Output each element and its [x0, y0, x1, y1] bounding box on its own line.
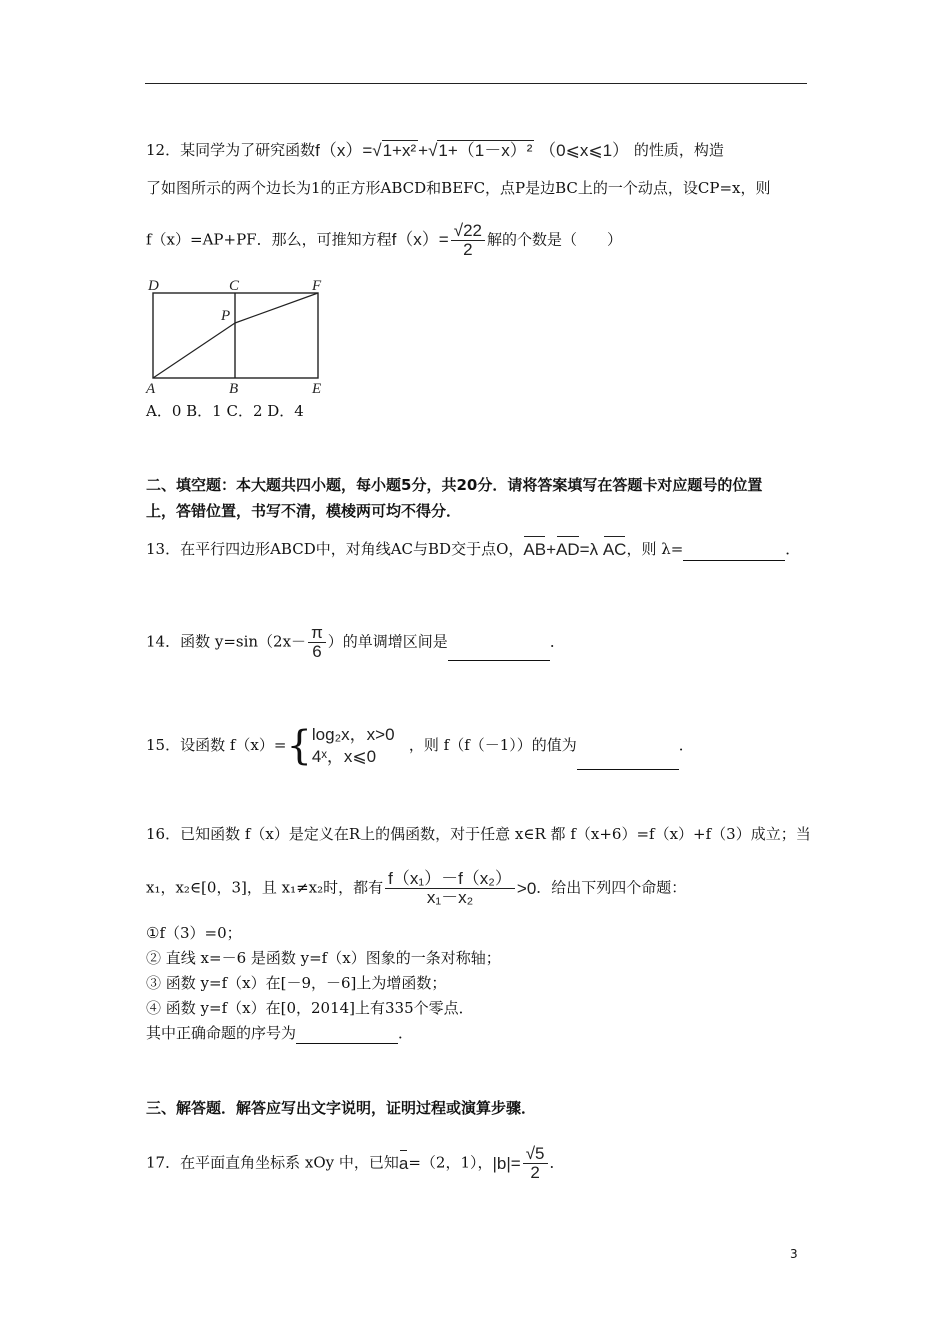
q15-text: 15．设函数 f（x）= — [146, 736, 287, 754]
q12-sqrt1: 1+x² — [382, 141, 417, 160]
q17 — [146, 1145, 565, 1182]
q12-formula: f（x）=√1+x² +√1+（1－x）² （0⩽x⩽1） — [315, 141, 630, 160]
section3-heading: 三、解答题．解答应写出文字说明，证明过程或演算步骤． — [146, 1099, 537, 1117]
q17-text: 17．在平面直角坐标系 xOy 中，已知 — [146, 1153, 399, 1172]
q17-mid: =（2，1）， — [408, 1153, 493, 1172]
q17-end: ． — [549, 1153, 565, 1172]
q13-suffix: ，则 λ= — [626, 540, 684, 558]
vector-a: a — [398, 1153, 409, 1173]
q16-answer-blank[interactable] — [296, 1027, 398, 1044]
q12-eq-num: √22 — [451, 222, 485, 241]
q13-end: ． — [785, 540, 801, 558]
q17-math — [399, 1153, 408, 1175]
q15-case1: log₂x，x>0 — [311, 725, 395, 744]
q12-domain: （0⩽x⩽1） — [539, 141, 630, 160]
q12-line1 — [146, 139, 724, 162]
q16-proposition-3: ③ 函数 y=f（x）在[－9，－6]上为增函数； — [146, 974, 447, 992]
q16-frac-num: f（x₁）－f（x₂） — [385, 870, 515, 889]
vector-ad: AD — [556, 540, 580, 559]
q15-cases — [312, 724, 395, 768]
q12-eq-den: 2 — [463, 240, 473, 259]
q12-fx: f（x）= — [315, 141, 373, 160]
q14-answer-blank[interactable] — [448, 644, 550, 661]
q13-plus: + — [546, 540, 557, 559]
q16-proposition-4: ④ 函数 y=f（x）在[0，2014]上有335个零点． — [146, 999, 474, 1017]
q12-plus: + — [418, 141, 429, 160]
q16-answer-text: 其中正确命题的序号为 — [146, 1024, 297, 1042]
q12-text-suffix: 的性质，构造 — [633, 141, 724, 159]
q12-line3-suffix: 解的个数是（ ） — [486, 230, 622, 249]
q17-frac-num: √5 — [523, 1145, 548, 1164]
q13 — [146, 538, 800, 561]
q13-vector-eq — [523, 539, 626, 561]
q12-eq-fraction — [451, 222, 485, 259]
segment-pf — [235, 293, 318, 323]
q13-text: 13．在平行四边形ABCD中，对角线AC与BD交于点O， — [146, 540, 524, 558]
section2-heading-line2: 上，答错位置，书写不清，模棱两可均不得分． — [146, 502, 462, 520]
section2-heading-line1: 二、填空题：本大题共四小题，每小题5分，共20分．请将答案填写在答题卡对应题号的位置 — [146, 476, 763, 494]
q16-end: ． — [398, 1024, 414, 1042]
q16-frac-den: x₁－x₂ — [426, 888, 474, 907]
q12-line3-text: f（x）=AP+PF．那么，可推知方程 — [146, 230, 392, 249]
q17-b-magnitude: |b|= — [492, 1153, 521, 1173]
q15-suffix: ，则 f（f（－1））的值为 — [408, 736, 577, 754]
q12-text: 12．某同学为了研究函数 — [146, 141, 316, 159]
q16-line1: 16．已知函数 f（x）是定义在R上的偶函数，对于任意 x∈R 都 f（x+6）=f（x）+f（3）成立；当 — [146, 825, 811, 843]
q14-fraction — [308, 624, 326, 661]
label-a: A — [146, 381, 156, 397]
header-rule — [145, 83, 807, 84]
label-e: E — [312, 381, 322, 397]
q16-proposition-1: ①f（3）=0； — [146, 924, 242, 942]
q14-frac-den: 6 — [312, 642, 322, 661]
q15-answer-blank[interactable] — [577, 753, 679, 770]
q15-case2: 4ˣ，x⩽0 — [311, 747, 377, 766]
q14-end: ． — [549, 632, 565, 651]
page-number: 3 — [790, 1247, 798, 1261]
vector-ab: AB — [523, 540, 547, 559]
q15-end: ． — [678, 736, 694, 754]
q14-suffix: ）的单调增区间是 — [327, 632, 448, 651]
label-d: D — [148, 278, 159, 294]
q16-gt0: >0 — [516, 878, 537, 898]
segment-ap — [153, 323, 235, 378]
vector-ac: AC — [602, 540, 627, 559]
q12-line2: 了如图所示的两个边长为1的正方形ABCD和BEFC，点P是边BC上的一个动点，设CP=x，则 — [146, 179, 771, 197]
q16-proposition-2: ② 直线 x=－6 是函数 y=f（x）图象的一条对称轴； — [146, 949, 501, 967]
q12-eq-lhs: f（x）= — [391, 229, 449, 249]
q16-line2-text: x₁，x₂∈[0，3]，且 x₁≠x₂时，都有 — [146, 878, 384, 897]
label-p: P — [221, 308, 231, 324]
label-f: F — [312, 278, 322, 294]
q16-fraction — [385, 870, 515, 907]
q12-figure — [140, 275, 340, 400]
q17-fraction — [523, 1145, 548, 1182]
q12-options: A．0 B．1 C．2 D．4 — [146, 402, 304, 420]
q12-sqrt2: 1+（1－x）² — [438, 141, 533, 160]
q15 — [146, 720, 694, 770]
label-c: C — [229, 278, 240, 294]
q16-line2-suffix: ．给出下列四个命题： — [536, 878, 687, 897]
q14 — [146, 624, 565, 661]
q16-answer-line — [146, 1022, 413, 1044]
q16-line2 — [146, 870, 686, 907]
q12-line3 — [146, 222, 622, 259]
q13-answer-blank[interactable] — [683, 544, 785, 561]
q12-equation — [392, 222, 487, 259]
label-b: B — [229, 381, 239, 397]
q14-frac-num: π — [308, 624, 326, 643]
q14-text: 14．函数 y=sin（2x－ — [146, 632, 307, 651]
q17-frac-den: 2 — [530, 1163, 540, 1182]
q15-brace: { — [286, 723, 312, 769]
q13-eq: =λ — [579, 540, 599, 559]
